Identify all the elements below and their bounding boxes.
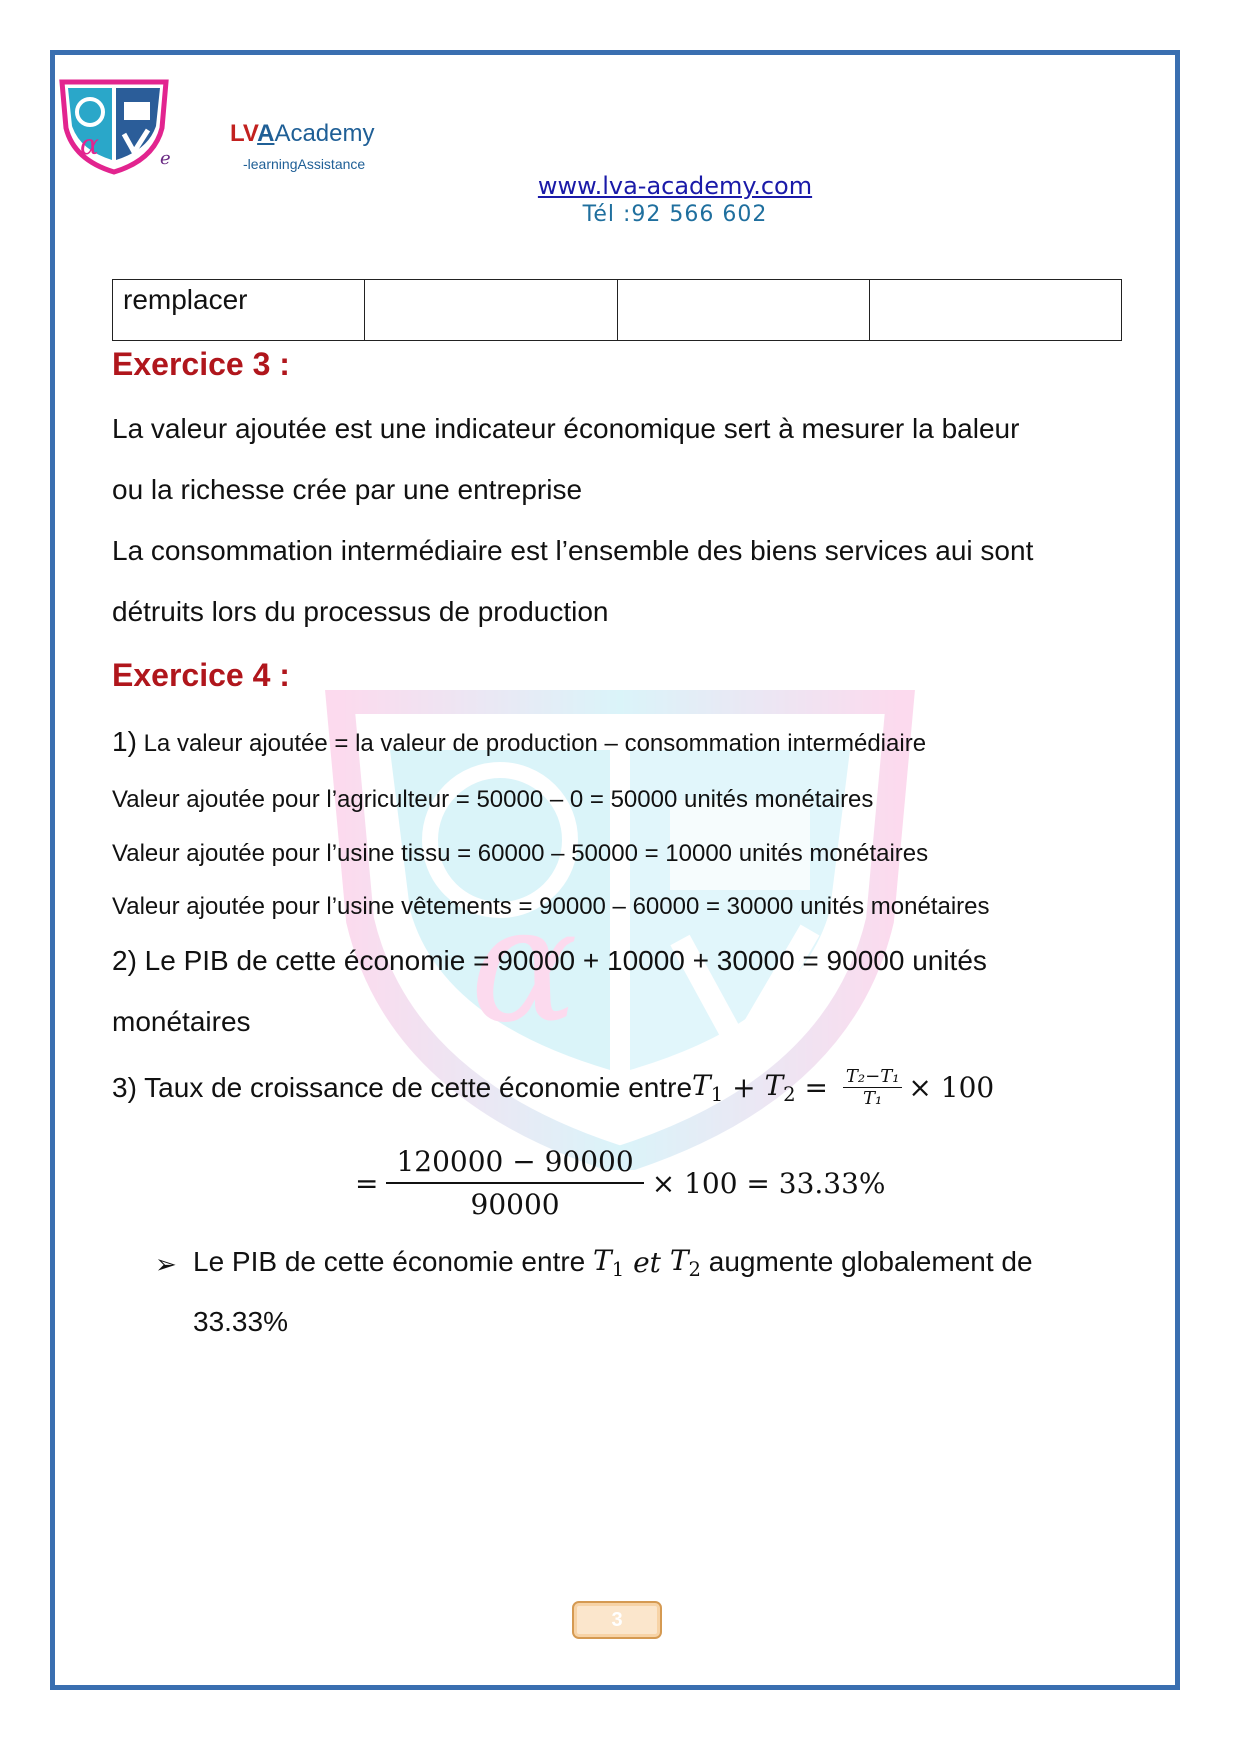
ex4-q1 xyxy=(112,726,926,758)
q3-T1 xyxy=(692,1069,723,1106)
table-cell xyxy=(365,280,617,341)
ex3-line-2: ou la richesse crée par une entreprise xyxy=(112,474,583,505)
conclusion-sub-1: 1 xyxy=(611,1257,625,1281)
growth-equation xyxy=(355,1145,886,1221)
q1-text: La valeur ajoutée = la valeur de production – consommation intermédiaire xyxy=(136,730,927,757)
eq-fraction-num: 120000 − 90000 xyxy=(386,1145,643,1184)
conclusion-et: et xyxy=(624,1245,670,1279)
q3-times: × 100 xyxy=(908,1071,995,1104)
lva-academy-logo xyxy=(58,78,170,176)
q3-plus: + xyxy=(723,1071,765,1104)
ex4-q2-line-1: 2) Le PIB de cette économie = 90000 + 10000 + 30000 = 90000 unités xyxy=(112,945,987,976)
svg-text:α: α xyxy=(470,871,579,1058)
va-usine-tissu: Valeur ajoutée pour l’usine tissu = 60000 – 50000 = 10000 unités monétaires xyxy=(112,840,929,867)
page-number-badge: 3 xyxy=(572,1601,662,1639)
q1-number: 1) xyxy=(112,726,137,757)
q3-T-letter: T xyxy=(692,1069,711,1103)
q3-equals: = xyxy=(795,1071,837,1104)
answer-table xyxy=(112,279,1122,341)
conclusion-b: augmente globalement de xyxy=(700,1246,1033,1278)
brand-a: A xyxy=(257,120,275,147)
brand-lv: LV xyxy=(230,120,258,147)
eq-fraction-den: 90000 xyxy=(470,1188,560,1221)
table-row xyxy=(113,280,1122,341)
table-cell xyxy=(869,280,1121,341)
exercise-3-title: Exercice 3 : xyxy=(112,346,290,382)
table-cell: remplacer xyxy=(113,280,365,341)
brand-academy: Academy xyxy=(274,120,375,147)
q3-fraction xyxy=(843,1066,903,1109)
va-usine-vetements: Valeur ajoutée pour l’usine vêtements = 90000 – 60000 = 30000 unités monétaires xyxy=(112,893,990,920)
eq-fraction xyxy=(386,1145,643,1221)
eq-lead: = xyxy=(355,1166,379,1200)
website-link[interactable]: www.lva-academy.com xyxy=(537,172,813,200)
ex3-line-3: La consommation intermédiaire est l’ensemble des biens services aui sont xyxy=(112,535,1034,566)
ex3-line-4: détruits lors du processus de production xyxy=(112,596,609,627)
q3-sub-2: 2 xyxy=(783,1082,796,1106)
ex3-line-1: La valeur ajoutée est une indicateur économique sert à mesurer la baleur xyxy=(112,413,1020,444)
table-cell xyxy=(617,280,869,341)
conclusion-T2 xyxy=(670,1244,701,1281)
ex4-q2-line-2: monétaires xyxy=(112,1006,251,1037)
conclusion-sub-2: 2 xyxy=(688,1257,701,1281)
conclusion-line-2: 33.33% xyxy=(193,1306,288,1337)
q3-T-letter: T xyxy=(764,1069,784,1103)
brand-name xyxy=(230,120,375,148)
svg-text:α: α xyxy=(80,128,99,161)
conclusion-T-letter: T xyxy=(593,1244,612,1277)
conclusion-line-1 xyxy=(193,1244,1033,1281)
q3-fraction-num: T₂−T₁ xyxy=(843,1066,903,1088)
exercise-4-title: Exercice 4 : xyxy=(112,657,290,693)
eq-tail: × 100 = 33.33% xyxy=(651,1166,886,1200)
q3-fraction-den: T₁ xyxy=(863,1088,883,1109)
conclusion-T1 xyxy=(593,1244,624,1281)
q3-T2 xyxy=(764,1069,795,1106)
ex4-q3 xyxy=(112,1066,994,1109)
q3-text: 3) Taux de croissance de cette économie entre xyxy=(112,1071,693,1103)
va-agriculteur: Valeur ajoutée pour l’agriculteur = 50000 – 0 = 50000 unités monétaires xyxy=(112,786,874,813)
brand-subtitle: -learningAssistance xyxy=(243,156,366,172)
logo-letter: e xyxy=(160,148,171,169)
conclusion-T-letter: T xyxy=(669,1244,689,1277)
q3-sub-1: 1 xyxy=(710,1082,724,1106)
conclusion-a: Le PIB de cette économie entre xyxy=(193,1246,594,1278)
arrow-bullet-icon: ➢ xyxy=(155,1249,177,1279)
phone-number: Tél :92 566 602 xyxy=(582,202,768,227)
